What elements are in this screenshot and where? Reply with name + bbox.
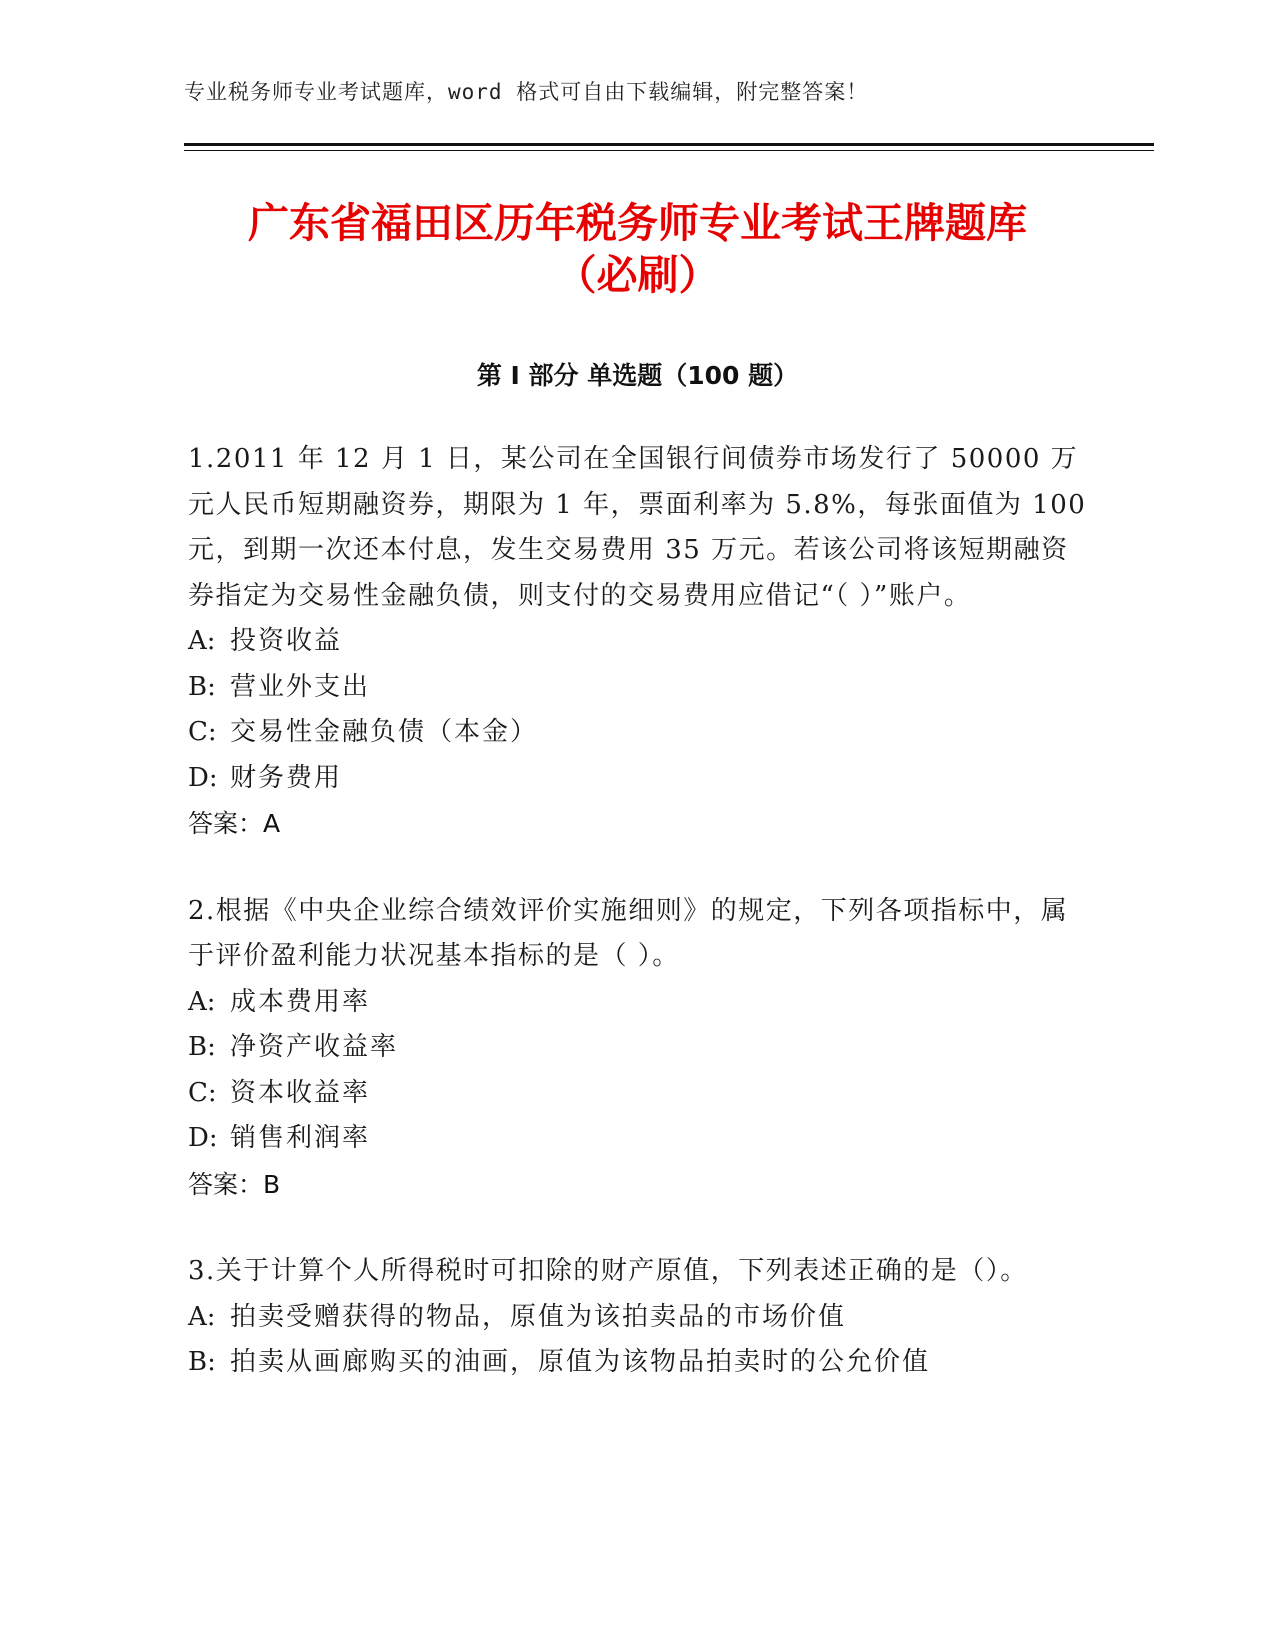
option-key: C: bbox=[188, 1077, 217, 1108]
answer-line: 答案：A bbox=[188, 809, 281, 838]
question-stem: 2.根据《中央企业综合绩效评价实施细则》的规定，下列各项指标中，属于评价盈利能力状况基本指标的是（ ）。 bbox=[188, 895, 1069, 971]
option-key: C: bbox=[188, 717, 217, 747]
option-key: D: bbox=[188, 1123, 218, 1153]
option-a bbox=[188, 1295, 1088, 1341]
header-divider-thick bbox=[184, 143, 1154, 146]
document-title-line1: 广东省福田区历年税务师专业考试王牌题库 bbox=[248, 199, 1027, 247]
option-text: 投资收益 bbox=[230, 626, 343, 656]
option-key: A: bbox=[188, 1301, 216, 1332]
option-text: 拍卖受赠获得的物品，原值为该拍卖品的市场价值 bbox=[230, 1301, 847, 1332]
option-b bbox=[188, 1025, 1088, 1071]
answer-line: 答案：B bbox=[188, 1169, 281, 1199]
option-text: 销售利润率 bbox=[230, 1123, 371, 1153]
option-text: 财务费用 bbox=[230, 762, 343, 793]
option-c bbox=[188, 710, 1088, 756]
option-a bbox=[188, 980, 1088, 1026]
option-d bbox=[188, 756, 1088, 802]
option-text: 成本费用率 bbox=[230, 986, 371, 1017]
header-divider-thin bbox=[184, 150, 1154, 151]
option-key: B: bbox=[188, 1347, 216, 1377]
option-text: 资本收益率 bbox=[230, 1077, 371, 1108]
option-a bbox=[188, 619, 1088, 665]
question-2 bbox=[188, 889, 1088, 1208]
option-key: A: bbox=[188, 626, 216, 656]
document-title-line2: （必刷） bbox=[555, 251, 720, 299]
option-key: B: bbox=[188, 671, 216, 702]
option-c bbox=[188, 1071, 1088, 1117]
header-note: 专业税务师专业考试题库，word 格式可自由下载编辑，附完整答案！ bbox=[184, 80, 869, 104]
question-stem: 1.2011 年 12 月 1 日，某公司在全国银行间债券市场发行了 50000 万元人民币短期融资券，期限为 1 年，票面利率为 5.8%，每张面值为 100 元，到期一次还本付息，发生交易费用 35 万元。若该公司将该短期融资券指定为交易性金融负债，则支付的交易费用应借记“（ ）”账户。 bbox=[188, 444, 1087, 611]
section-heading: 第 I 部分 单选题（100 题） bbox=[476, 361, 799, 390]
option-text: 营业外支出 bbox=[230, 671, 371, 702]
question-3 bbox=[188, 1249, 1088, 1386]
option-text: 拍卖从画廊购买的油画，原值为该物品拍卖时的公允价值 bbox=[230, 1347, 931, 1377]
option-b bbox=[188, 1340, 1088, 1386]
option-key: B: bbox=[188, 1032, 216, 1062]
option-key: A: bbox=[188, 986, 216, 1017]
option-key: D: bbox=[188, 762, 218, 793]
option-text: 净资产收益率 bbox=[230, 1032, 399, 1062]
option-b bbox=[188, 665, 1088, 711]
question-list bbox=[188, 437, 1088, 1428]
document-title bbox=[160, 197, 1115, 301]
question-1 bbox=[188, 437, 1088, 847]
option-d bbox=[188, 1116, 1088, 1162]
question-stem: 3.关于计算个人所得税时可扣除的财产原值，下列表述正确的是（）。 bbox=[188, 1256, 1028, 1286]
option-text: 交易性金融负债（本金） bbox=[230, 717, 539, 747]
